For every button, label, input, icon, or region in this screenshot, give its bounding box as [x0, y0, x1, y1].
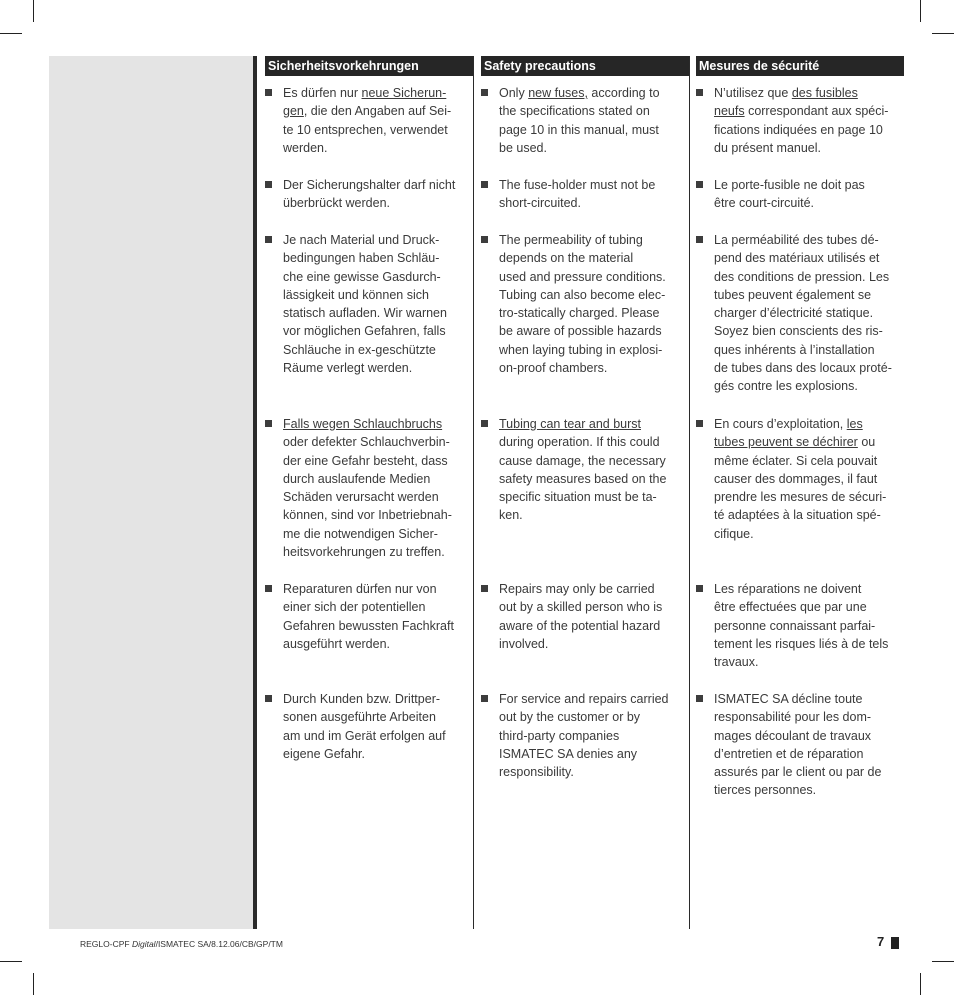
item-text: Tubing can tear and burst during operation. If this could cause damage, the necessary safety measures based on the specific situation must be ta- ken. — [499, 417, 667, 523]
footer-credit — [80, 939, 283, 949]
square-bullet-icon — [481, 181, 488, 188]
footer-product: REGLO-CPF — [80, 939, 132, 949]
square-bullet-icon — [696, 89, 703, 96]
square-bullet-icon — [481, 89, 488, 96]
crop-mark-bottom-right-h — [932, 961, 954, 962]
item-text: ISMATEC SA décline toute responsabilité pour les dom- mages découlant de travaux d’entretien et de réparation assurés par le client ou par de tierces personnes. — [714, 692, 882, 798]
column-header: Sicherheitsvorkehrungen — [265, 56, 473, 76]
column-header: Safety precautions — [481, 56, 689, 76]
footer-rest: /ISMATEC SA/8.12.06/CB/GP/TM — [155, 939, 283, 949]
item-text: Es dürfen nur neue Sicherun- gen, die den Angaben auf Sei- te 10 entsprechen, verwendet werden. — [283, 86, 452, 155]
column-header: Mesures de sécurité — [696, 56, 904, 76]
square-bullet-icon — [265, 181, 272, 188]
square-bullet-icon — [265, 585, 272, 592]
item-text: Reparaturen dürfen nur von einer sich der potentiellen Gefahren bewussten Fachkraft ausgeführt werden. — [283, 582, 454, 651]
column-german — [265, 56, 473, 761]
grey-side-panel — [49, 56, 253, 929]
item-text: Der Sicherungshalter darf nicht überbrückt werden. — [283, 178, 456, 211]
item-text: La perméabilité des tubes dé- pend des matériaux utilisés et des conditions de pression. Les tubes peuvent également se charger d’électricité statique. Soyez bien conscients des ris- ques inhérents à l’installation de tubes dans des locaux proté- gés contre les explosions. — [714, 233, 892, 394]
item-text: En cours d’exploitation, les tubes peuvent se déchirer ou même éclater. Si cela pouvait causer des dommages, il faut prendre les mesures de sécuri- té adaptées à la situation spé- cifique. — [714, 417, 887, 541]
item-text: Only new fuses, according to the specifications stated on page 10 in this manual, must be used. — [499, 86, 660, 155]
item-text: Les réparations ne doivent être effectuées que par une personne connaissant parfai- tement les risques liés à de tels travaux. — [714, 582, 889, 670]
square-bullet-icon — [265, 89, 272, 96]
square-bullet-icon — [696, 695, 703, 702]
column-french — [696, 56, 904, 798]
footer-product-italic: Digital — [131, 939, 156, 949]
column-divider-thick — [253, 56, 257, 929]
crop-mark-top-left-v — [33, 0, 34, 22]
crop-mark-bottom-right-v — [920, 973, 921, 995]
item-text: Durch Kunden bzw. Drittper- sonen ausgeführte Arbeiten am und im Gerät erfolgen auf eigene Gefahr. — [283, 692, 446, 761]
page-number: 7 — [877, 934, 885, 949]
square-bullet-icon — [696, 585, 703, 592]
square-bullet-icon — [481, 695, 488, 702]
crop-mark-top-right-h — [932, 33, 954, 34]
item-text: Repairs may only be carried out by a skilled person who is aware of the potential hazard involved. — [499, 582, 663, 651]
item-text: For service and repairs carried out by the customer or by third-party companies ISMATEC SA denies any responsibility. — [499, 692, 669, 780]
item-text: The fuse-holder must not be short-circuited. — [499, 178, 656, 211]
item-text: The permeability of tubing depends on the material used and pressure conditions. Tubing can also become elec- tro-statically charged. Please be aware of possible hazards when laying tubing in explosi- on-proof chambers. — [499, 233, 666, 376]
column-english — [481, 56, 689, 780]
item-text: Le porte-fusible ne doit pas être court-circuité. — [714, 178, 865, 211]
crop-mark-top-right-v — [920, 0, 921, 22]
crop-mark-bottom-left-v — [33, 973, 34, 995]
square-bullet-icon — [265, 420, 272, 427]
square-bullet-icon — [481, 236, 488, 243]
item-text: Je nach Material und Druck- bedingungen haben Schläu- che eine gewisse Gasdurch- lässigkeit und können sich statisch aufladen. Wir warnen vor möglichen Gefahren, falls Schläuche in ex-geschützte Räume verlegt werden. — [283, 233, 447, 376]
square-bullet-icon — [696, 236, 703, 243]
square-bullet-icon — [696, 420, 703, 427]
square-bullet-icon — [481, 585, 488, 592]
page-marker-box — [891, 937, 899, 949]
square-bullet-icon — [265, 236, 272, 243]
crop-mark-bottom-left-h — [0, 961, 22, 962]
item-text: Falls wegen Schlauchbruchs oder defekter Schlauchverbin- der eine Gefahr besteht, dass durch auslaufende Medien Schäden verursacht werden können, sind vor Inbetriebnah- me die notwendigen Sicher- heitsvorkehrungen zu treffen. — [283, 417, 452, 560]
crop-mark-top-left-h — [0, 33, 22, 34]
square-bullet-icon — [696, 181, 703, 188]
item-text: N’utilisez que des fusibles neufs correspondant aux spéci- fications indiquées en page 10 du présent manuel. — [714, 86, 889, 155]
square-bullet-icon — [265, 695, 272, 702]
square-bullet-icon — [481, 420, 488, 427]
